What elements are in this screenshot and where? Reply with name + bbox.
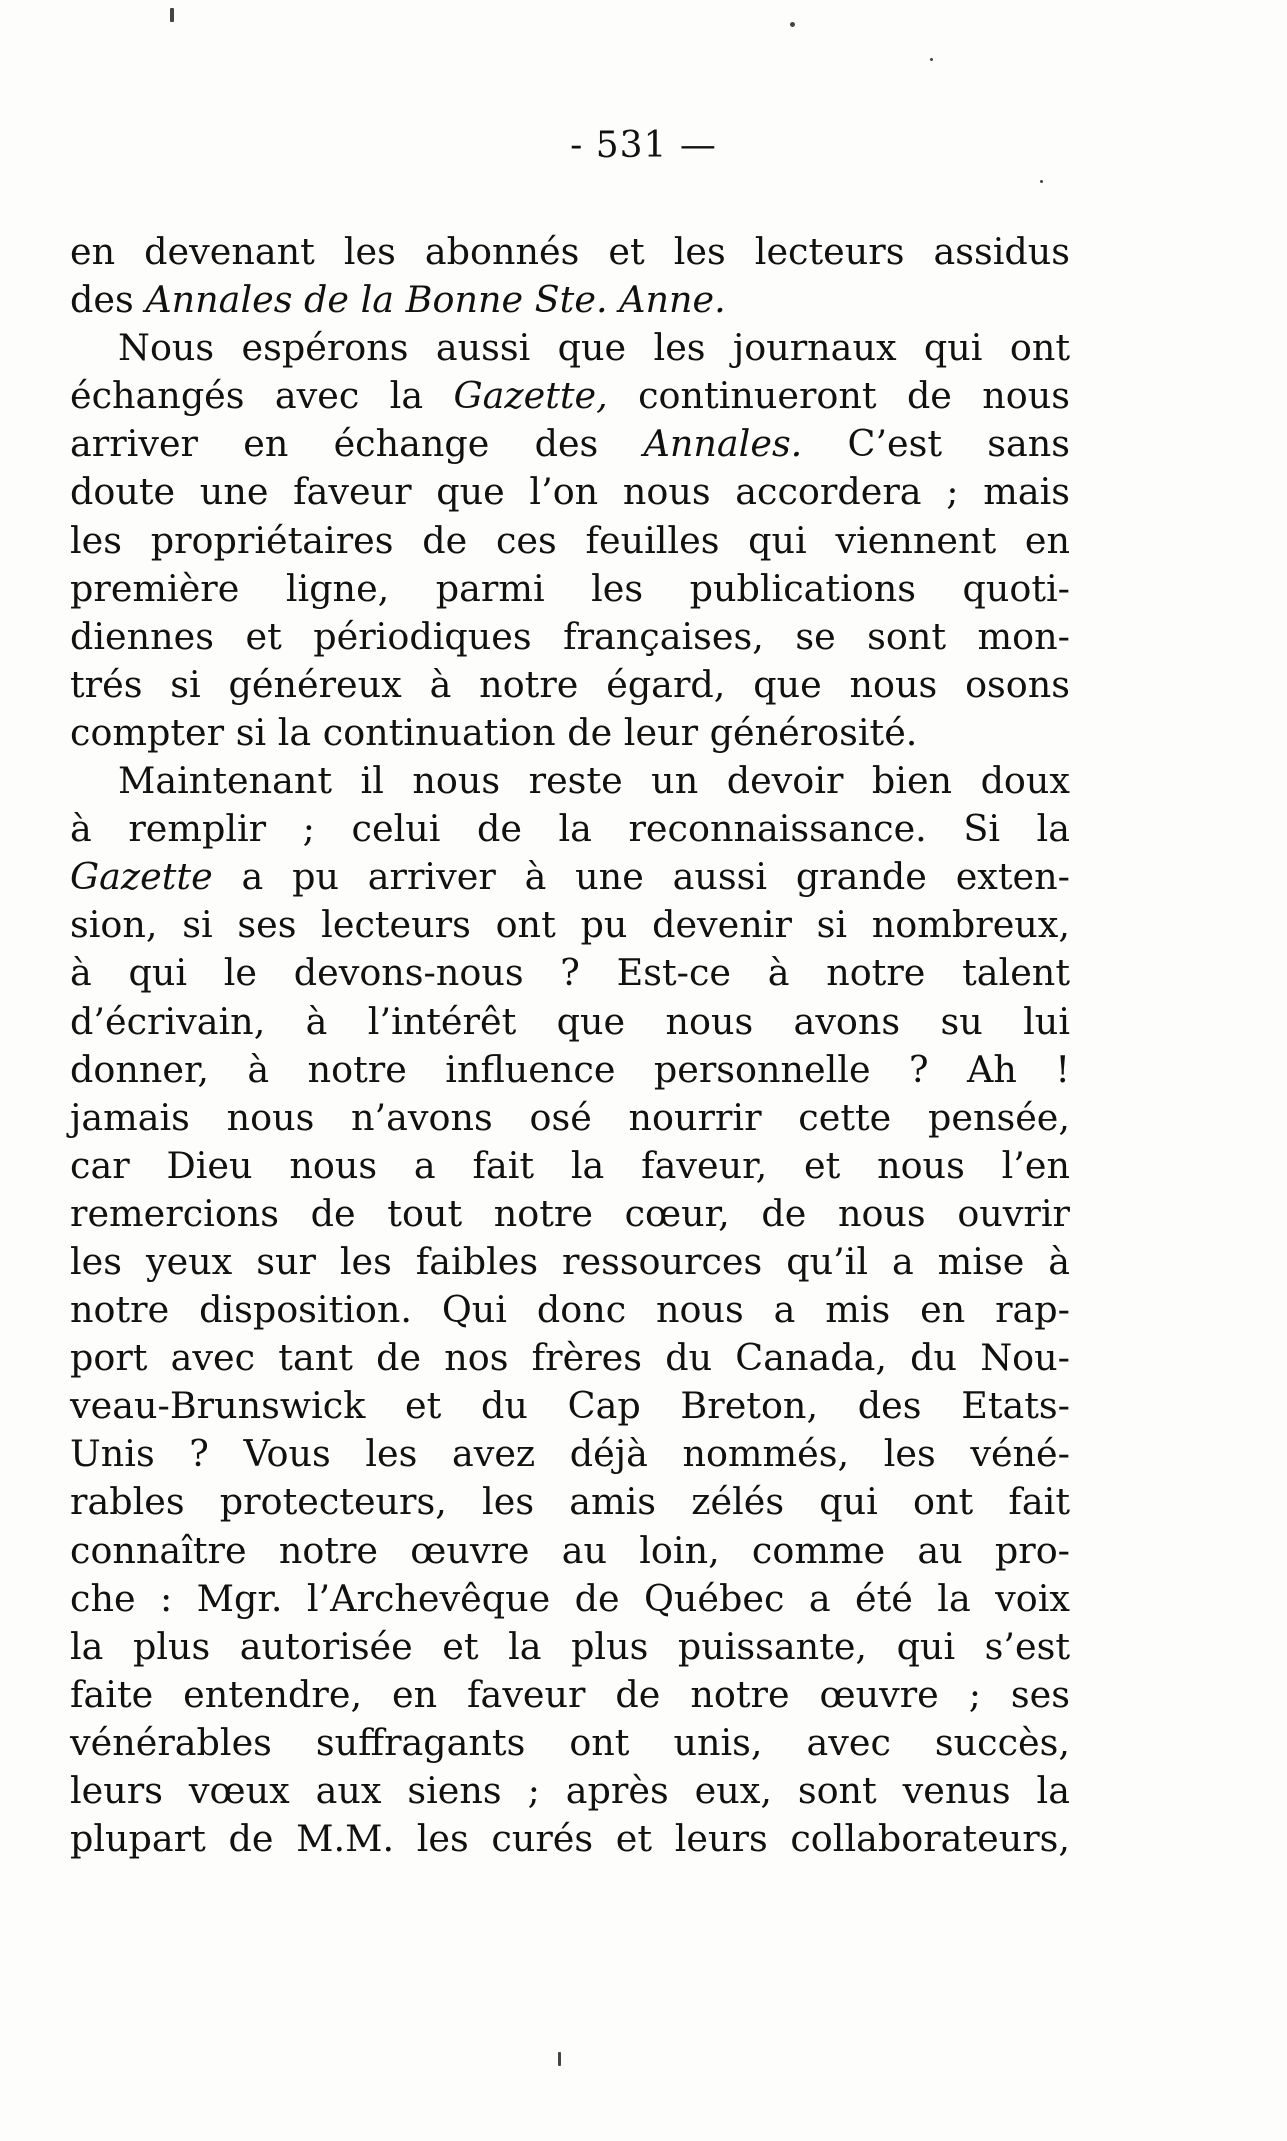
- text-line: [70, 757, 1070, 805]
- text-segment: Maintenant il nous reste un devoir bien doux: [118, 759, 1070, 803]
- text-line: [70, 565, 1070, 613]
- text-segment: sion, si ses lecteurs ont pu devenir si nombreux,: [70, 903, 1070, 947]
- text-segment: port avec tant de nos frères du Canada, du Nou-: [70, 1336, 1070, 1380]
- text-line: [70, 949, 1070, 997]
- text-segment: che : Mgr. l’Archevêque de Québec a été la voix: [70, 1576, 1070, 1620]
- text-segment: notre disposition. Qui donc nous a mis en rap-: [70, 1288, 1070, 1332]
- text-segment: échangés avec la: [70, 374, 454, 418]
- text-segment: d’écrivain, à l’intérêt que nous avons su lui: [70, 999, 1070, 1043]
- scan-speck: [790, 22, 795, 27]
- text-line: [70, 1478, 1070, 1526]
- text-line: [70, 276, 1070, 324]
- text-line: [70, 1142, 1070, 1190]
- text-line: [70, 613, 1070, 661]
- text-segment: C’est sans: [802, 422, 1071, 466]
- body-text: [70, 228, 1070, 1863]
- text-line: [70, 1286, 1070, 1334]
- text-line: [70, 1767, 1070, 1815]
- text-line: [70, 324, 1070, 372]
- text-line: [70, 420, 1070, 468]
- text-segment: vénérables suffragants ont unis, avec succès,: [70, 1720, 1070, 1764]
- text-line: [70, 1190, 1070, 1238]
- text-line: [70, 1430, 1070, 1478]
- text-line: [70, 1382, 1070, 1430]
- italic-text-segment: Annales.: [643, 422, 803, 466]
- italic-text-segment: Annales de la Bonne Ste. Anne.: [145, 278, 726, 322]
- text-line: [70, 1046, 1070, 1094]
- text-segment: compter si la continuation de leur générosité.: [70, 710, 918, 754]
- italic-text-segment: Gazette,: [453, 374, 608, 418]
- text-line: [70, 372, 1070, 420]
- text-segment: en devenant les abonnés et les lecteurs assidus: [70, 230, 1070, 273]
- scan-speck: [558, 2052, 561, 2066]
- text-line: [70, 998, 1070, 1046]
- text-line: [70, 1623, 1070, 1671]
- text-line: [70, 901, 1070, 949]
- text-segment: Unis ? Vous les avez déjà nommés, les véné-: [70, 1432, 1070, 1476]
- text-line: [70, 1815, 1070, 1863]
- text-segment: continueront de nous: [607, 374, 1070, 418]
- text-segment: connaître notre œuvre au loin, comme au pro-: [70, 1528, 1070, 1572]
- text-line: [70, 805, 1070, 853]
- text-segment: doute une faveur que l’on nous accordera ; mais: [70, 470, 1070, 514]
- text-segment: première ligne, parmi les publications quoti-: [70, 566, 1070, 610]
- text-segment: car Dieu nous a fait la faveur, et nous l’en: [70, 1143, 1070, 1187]
- text-line: [70, 661, 1070, 709]
- text-segment: remercions de tout notre cœur, de nous ouvrir: [70, 1191, 1070, 1235]
- text-line: [70, 1575, 1070, 1623]
- text-segment: a pu arriver à une aussi grande exten-: [212, 855, 1070, 899]
- text-segment: à remplir ; celui de la reconnaissance. Si la: [70, 807, 1070, 851]
- text-line: [70, 1334, 1070, 1382]
- scan-speck: [170, 8, 174, 22]
- scan-speck: [1040, 180, 1043, 183]
- text-segment: rables protecteurs, les amis zélés qui ont fait: [70, 1480, 1070, 1524]
- scan-speck: [930, 58, 933, 61]
- text-segment: trés si généreux à notre égard, que nous osons: [70, 662, 1070, 706]
- text-line: [70, 1719, 1070, 1767]
- text-segment: donner, à notre influence personnelle ? Ah !: [70, 1047, 1070, 1091]
- text-segment: diennes et périodiques françaises, se sont mon-: [70, 614, 1070, 658]
- page-number: - 531 —: [570, 125, 717, 166]
- text-line: [70, 1094, 1070, 1142]
- text-segment: à qui le devons-nous ? Est-ce à notre talent: [70, 951, 1070, 995]
- text-line: [70, 468, 1070, 516]
- text-segment: faite entendre, en faveur de notre œuvre ; ses: [70, 1672, 1070, 1716]
- text-segment: veau-Brunswick et du Cap Breton, des Etats-: [70, 1384, 1070, 1428]
- text-segment: des: [70, 278, 146, 322]
- text-line: [70, 228, 1070, 276]
- text-segment: plupart de M.M. les curés et leurs collaborateurs,: [70, 1817, 1070, 1861]
- text-segment: arriver en échange des: [70, 422, 644, 466]
- text-line: [70, 709, 1070, 757]
- text-segment: jamais nous n’avons osé nourrir cette pensée,: [70, 1095, 1070, 1139]
- text-line: [70, 1527, 1070, 1575]
- text-line: [70, 1671, 1070, 1719]
- text-segment: Nous espérons aussi que les journaux qui ont: [118, 326, 1070, 370]
- text-line: [70, 853, 1070, 901]
- text-line: [70, 1238, 1070, 1286]
- italic-text-segment: Gazette: [70, 855, 213, 899]
- text-line: [70, 517, 1070, 565]
- text-segment: les propriétaires de ces feuilles qui viennent en: [70, 518, 1070, 562]
- text-segment: la plus autorisée et la plus puissante, qui s’est: [70, 1624, 1070, 1668]
- text-segment: les yeux sur les faibles ressources qu’il a mise à: [70, 1239, 1070, 1283]
- text-segment: leurs vœux aux siens ; après eux, sont venus la: [70, 1769, 1070, 1812]
